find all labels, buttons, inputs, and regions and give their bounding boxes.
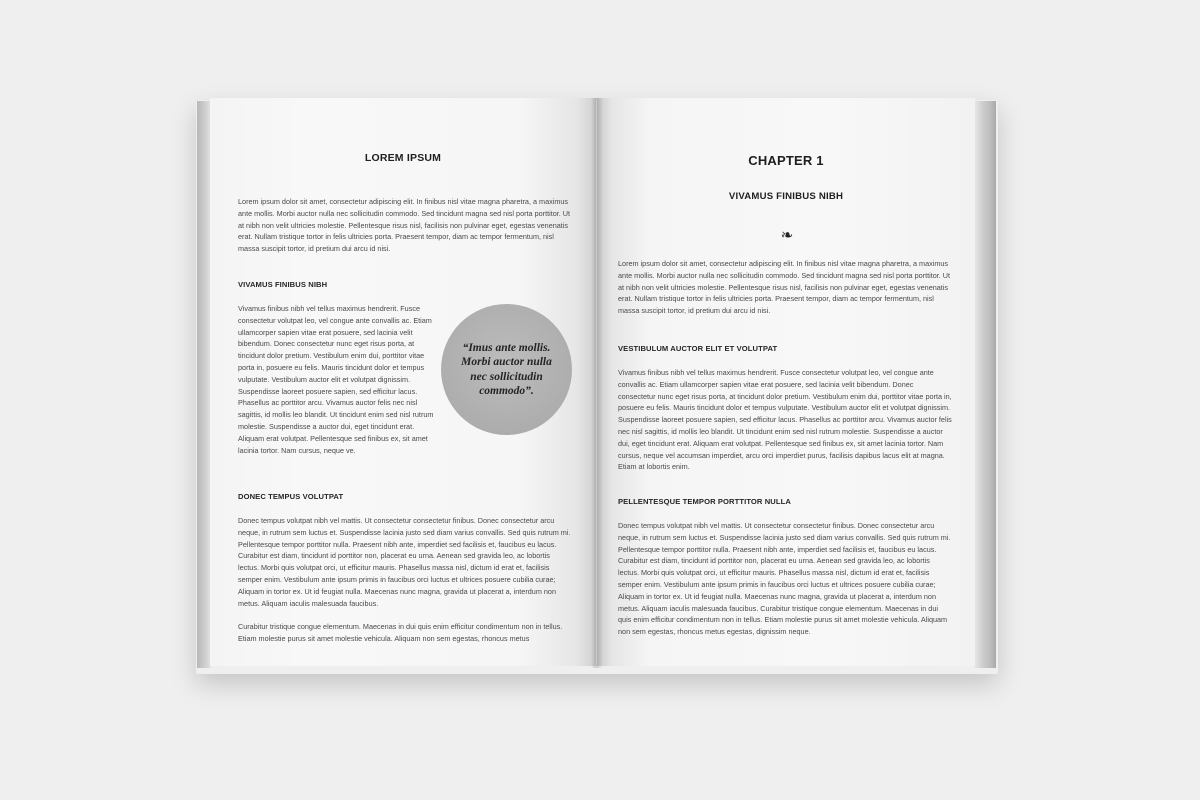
right-section-heading-2: PELLENTESQUE TEMPOR PORTTITOR NULLA xyxy=(618,497,791,506)
left-section-heading-1: VIVAMUS FINIBUS NIBH xyxy=(238,280,328,289)
left-section-body-2: Donec tempus volutpat nibh vel mattis. Ut consectetur consectetur finibus. Donec consectetur arcu neque, in rutrum sem luctus et. Suspendisse lacinia justo sed diam varius convallis. Sed quis rutrum mi. Pellentesque tempor porttitor nulla. Praesent nibh ante, imperdiet sed facilisis et, faucibus eu lacus. Curabitur est diam, tincidunt id porttitor non, placerat eu urna. Aenean sed gravida leo, ac lobortis lectus. Morbi quis volutpat orci, ut efficitur mauris. Phasellus massa nisl, dictum id erat et, facilisis semper enim. Vestibulum ante ipsum primis in faucibus orci luctus et ultrices posuere cubilia curae; Aliquam in tortor ex. Ut id feugiat nulla. Maecenas nunc magna, gravida ut placerat a, interdum non metus. Aliquam iaculis malesuada faucibus. xyxy=(238,516,571,608)
pull-quote-circle xyxy=(441,304,572,435)
left-section-body-1: Vivamus finibus nibh vel tellus maximus hendrerit. Fusce consectetur volutpat leo, vel congue ante convallis ac. Etiam ullamcorper sapien vitae erat posuere, sed lacinia velit bibendum. Donec consectetur nunc eget risus porta, at tincidunt dolor pretium. Vestibulum enim dui, porttitor vitae porta in, posuere eu felis. Mauris tincidunt dolor et tempus vulputate. Vestibulum auctor elit et volutpat dignissim. Suspendisse laoreet posuere sapien, sed efficitur lacus. Phasellus ac porttitor arcu. Vivamus auctor felis nec nisl sagittis, id mollis leo blandit. Ut tincidunt enim sed nisl rutrum molestie. Suspendisse a auctor dui, eget tincidunt erat. Aliquam erat volutpat. Pellentesque sed finibus ex, sit amet lacinia tortor. Nam cursus, neque ve. xyxy=(238,304,434,455)
left-page-stack-edge xyxy=(197,101,211,668)
right-section-body-2: Donec tempus volutpat nibh vel mattis. Ut consectetur consectetur finibus. Donec consectetur arcu neque, in rutrum sem luctus et. Suspendisse lacinia justo sed diam varius convallis. Sed quis rutrum mi. Pellentesque tempor porttitor nulla. Praesent nibh ante, imperdiet sed facilisis et, faucibus eu lacus. Curabitur est diam, tincidunt id porttitor non, placerat eu urna. Aenean sed gravida leo, ac lobortis lectus. Morbi quis volutpat orci, ut efficitur mauris. Phasellus massa nisl, dictum id erat et, facilisis semper enim. Vestibulum ante ipsum primis in faucibus orci luctus et ultrices posuere cubilia curae; Aliquam in tortor ex. Ut id feugiat nulla. Maecenas nunc magna, gravida ut placerat a, interdum non metus. Aliquam iaculis malesuada faucibus. Curabitur tristique congue elementum. Maecenas in dui quis enim efficitur condimentum non in tellus. Etiam molestie purus sit amet molestie vehicula. Aliquam non sem egestas, rhoncus metus egestas, dignissim neque. xyxy=(618,521,951,637)
book-gutter-shadow xyxy=(591,98,603,668)
left-page xyxy=(210,98,596,666)
right-page-intro-paragraph: Lorem ipsum dolor sit amet, consectetur adipiscing elit. In finibus nisl vitae magna pharetra, a maximus ante mollis. Morbi auctor nulla nec sollicitudin commodo. Sed tincidunt magna sed nisl porta porttitor. Ut at nibh non velit ultricies molestie. Pellentesque risus nisl, facilisis non pulvinar eget, egestas venenatis erat. Nullam tristique tortor in felis ultricies porta. Praesent tempor, diam ac tempor fermentum, nisl massa suscipit tortor, id pretium dui arcu id nisi. xyxy=(618,259,951,316)
right-page xyxy=(597,98,975,666)
pull-quote-text: “Imus ante mollis. Morbi auctor nulla nec sollicitudin commodo”. xyxy=(461,342,552,397)
right-section-body-1: Vivamus finibus nibh vel tellus maximus hendrerit. Fusce consectetur volutpat leo, vel congue ante convallis ac. Etiam ullamcorper sapien vitae erat posuere, sed lacinia velit bibendum. Donec consectetur nunc eget risus porta, at tincidunt dolor pretium. Vestibulum enim dui, porttitor vitae porta in, posuere eu felis. Mauris tincidunt dolor et tempus vulputate. Vestibulum auctor elit et volutpat dignissim. Suspendisse laoreet posuere sapien, sed efficitur lacus. Phasellus ac porttitor arcu. Vivamus auctor felis nec nisl sagittis, id mollis leo blandit. Ut tincidunt enim sed nisl rutrum molestie. Suspendisse a auctor dui, eget tincidunt erat. Aliquam erat volutpat. Pellentesque sed finibus ex, sit amet lacinia tortor. Nam cursus, neque vel accumsan imperdiet, arcu orci imperdiet purus, facilisis dapibus lacus elit at magna. Etiam at lobortis enim. xyxy=(618,368,952,472)
chapter-subtitle: VIVAMUS FINIBUS NIBH xyxy=(728,191,844,202)
right-page-stack-edge xyxy=(974,101,996,668)
chapter-title: CHAPTER 1 xyxy=(748,153,824,168)
fleuron-ornament-icon: ❧ xyxy=(780,226,794,244)
left-section-heading-2: DONEC TEMPUS VOLUTPAT xyxy=(238,492,344,501)
right-section-heading-1: VESTIBULUM AUCTOR ELIT ET VOLUTPAT xyxy=(618,344,778,353)
left-page-intro-paragraph: Lorem ipsum dolor sit amet, consectetur adipiscing elit. In finibus nisl vitae magna pharetra, a maximus ante mollis. Morbi auctor nulla nec sollicitudin commodo. Sed tincidunt magna sed nisl porta porttitor. Ut at nibh non velit ultricies molestie. Pellentesque risus nisl, facilisis non pulvinar eget, egestas venenatis erat. Nullam tristique tortor in felis ultricies porta. Praesent tempor, diam ac tempor fermentum, nisl massa suscipit tortor, id pretium dui arcu id nisi. xyxy=(238,197,571,254)
left-section-body-3: Curabitur tristique congue elementum. Maecenas in dui quis enim efficitur condimentum non in tellus. Etiam molestie purus sit amet molestie vehicula. Aliquam non sem egestas, rhoncus metus xyxy=(238,622,563,643)
left-page-title: LOREM IPSUM xyxy=(364,152,442,164)
